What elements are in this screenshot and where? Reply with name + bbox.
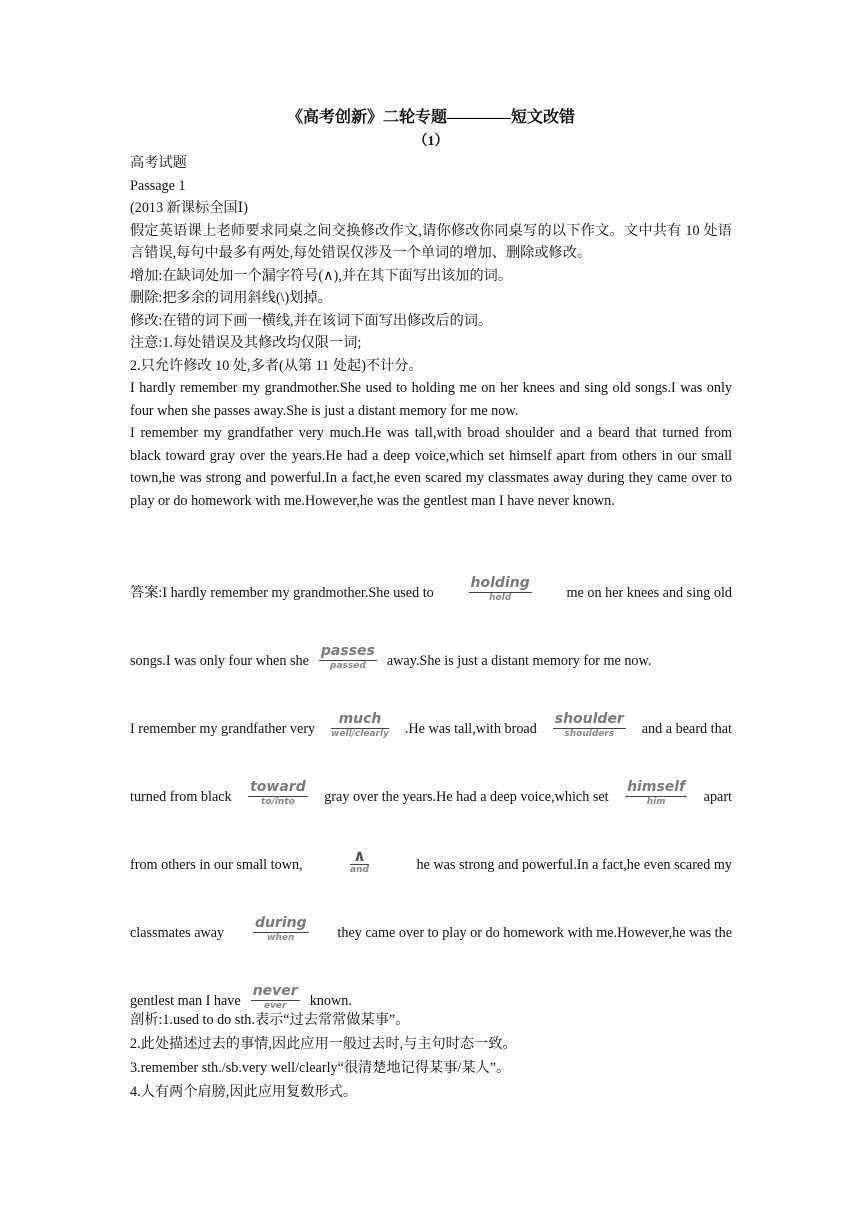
wrong-word: holding bbox=[470, 575, 530, 591]
answer-text: away.She is just a distant memory for me now. bbox=[386, 653, 652, 669]
analysis-line: 2.此处描述过去的事情,因此应用一般过去时,与主句时态一致。 bbox=[130, 1036, 517, 1052]
answer-text: I remember my grandfather very bbox=[130, 721, 316, 737]
passage-label: Passage 1 bbox=[130, 177, 186, 194]
essay-paragraph-1: I hardly remember my grandmother.She used to holding me on her knees and sing old songs.I was only four when she passes away.She is just a distant memory for me now. bbox=[130, 380, 732, 419]
answer-line bbox=[130, 682, 732, 750]
fixed-word: ever bbox=[263, 1001, 287, 1011]
answer-text: me on her knees and sing old bbox=[566, 585, 732, 601]
wrong-word: passes bbox=[320, 643, 375, 659]
note-1: 注意:1.每处错误及其修改均仅限一词; bbox=[130, 335, 362, 351]
answer-line bbox=[130, 546, 732, 614]
source-label: (2013 新课标全国Ⅰ) bbox=[130, 200, 248, 216]
instruction-delete: 删除:把多余的词用斜线(\)划掉。 bbox=[130, 290, 332, 306]
wrong-word: himself bbox=[627, 779, 686, 795]
fixed-word: well/clearly bbox=[331, 729, 389, 739]
answer-text: turned from black bbox=[130, 789, 232, 805]
instruction-modify: 修改:在错的词下画一横线,并在该词下面写出修改后的词。 bbox=[130, 312, 493, 329]
answer-line bbox=[130, 886, 732, 954]
instruction-paragraph: 假定英语课上老师要求同桌之间交换修改作文,请你修改你同桌写的以下作文。文中共有 10 处语言错误,每句中最多有两处,每处错误仅涉及一个单词的增加、删除或修改。 bbox=[130, 222, 732, 261]
instruction-add: 增加:在缺词处加一个漏字符号(∧),并在其下面写出该加的词。 bbox=[130, 267, 513, 284]
answer-text: they came over to play or do homework with me.However,he was the bbox=[337, 925, 732, 941]
analysis-section bbox=[130, 1008, 732, 1104]
answer-line bbox=[130, 818, 732, 886]
fixed-word: passed bbox=[330, 661, 366, 671]
caret-icon: ∧ bbox=[350, 848, 369, 865]
fixed-word: hold bbox=[489, 593, 512, 603]
section-label: 高考试题 bbox=[130, 155, 187, 171]
wrong-word: during bbox=[254, 915, 307, 931]
correction-mark bbox=[553, 710, 626, 740]
wrong-word: shoulder bbox=[554, 711, 624, 727]
answer-section bbox=[130, 546, 732, 1022]
insertion-mark bbox=[350, 848, 369, 876]
analysis-line: 剖析:1.used to do sth.表示“过去常常做某事”。 bbox=[130, 1012, 410, 1028]
document-title: 《高考创新》二轮专题————短文改错 bbox=[286, 109, 575, 126]
question-body bbox=[130, 152, 732, 512]
answer-text: .He was tall,with broad bbox=[404, 721, 537, 737]
answer-text: and a beard that bbox=[641, 721, 732, 737]
fixed-word: when bbox=[267, 933, 295, 943]
wrong-word: toward bbox=[250, 779, 306, 795]
answer-text: gentlest man I have bbox=[130, 993, 241, 1009]
answer-text: gray over the years.He had a deep voice,which set bbox=[324, 789, 609, 805]
answer-text: apart bbox=[703, 789, 732, 805]
correction-mark bbox=[253, 914, 309, 944]
note-2: 2.只允许修改 10 处,多者(从第 11 处起)不计分。 bbox=[130, 357, 423, 374]
fixed-word: and bbox=[350, 865, 369, 875]
answer-text: 答案:I hardly remember my grandmother.She used to bbox=[130, 585, 434, 601]
correction-mark bbox=[469, 574, 532, 604]
correction-mark bbox=[248, 778, 308, 808]
fixed-word: him bbox=[646, 797, 666, 807]
answer-line bbox=[130, 750, 732, 818]
fixed-word: to/into bbox=[261, 797, 295, 807]
analysis-line: 3.remember sth./sb.very well/clearly“很清楚地记得某事/某人”。 bbox=[130, 1060, 511, 1076]
essay-paragraph-2: I remember my grandfather very much.He was tall,with broad shoulder and a beard that turned from black toward gray over the years.He had a deep voice,which set himself apart from others in our small town,he was strong and powerful.In a fact,he even scared my classmates away during they came over to play or do homework with me.However,he was the gentlest man I have never known. bbox=[130, 425, 732, 509]
answer-line bbox=[130, 614, 732, 682]
fixed-word: shoulders bbox=[564, 729, 615, 739]
wrong-word: never bbox=[252, 983, 298, 999]
analysis-line: 4.人有两个肩膀,因此应用复数形式。 bbox=[130, 1084, 358, 1100]
correction-mark bbox=[319, 642, 377, 672]
answer-text: classmates away bbox=[130, 925, 225, 941]
document-number: （1） bbox=[413, 134, 449, 149]
correction-mark bbox=[331, 710, 389, 740]
answer-text: known. bbox=[309, 993, 352, 1009]
answer-text: from others in our small town, bbox=[130, 857, 303, 873]
correction-mark bbox=[625, 778, 687, 808]
answer-text: he was strong and powerful.In a fact,he even scared my bbox=[416, 857, 732, 873]
wrong-word: much bbox=[331, 710, 389, 729]
answer-text: songs.I was only four when she bbox=[130, 653, 309, 669]
